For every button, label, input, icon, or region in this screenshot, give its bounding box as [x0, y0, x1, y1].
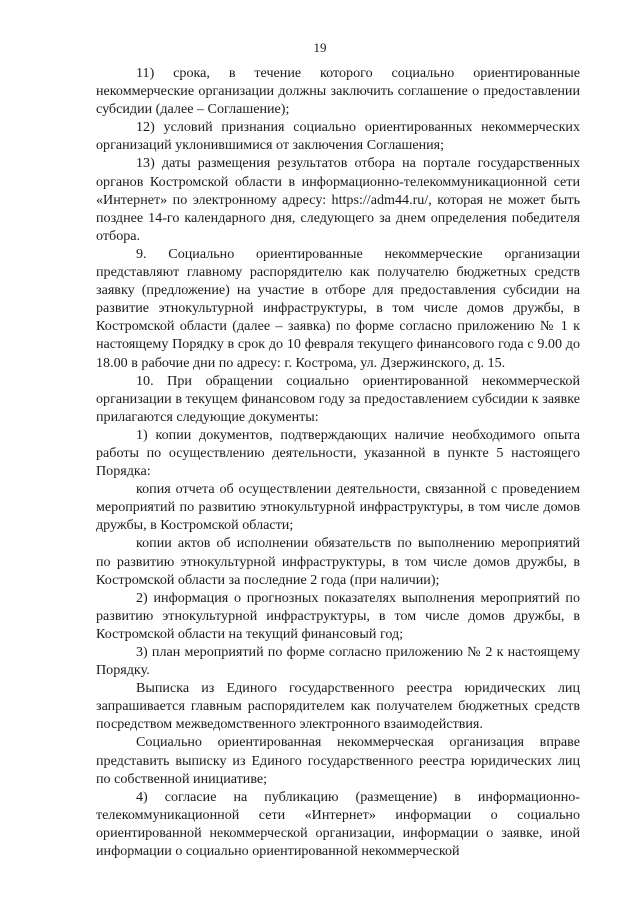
- paragraph: 3) план мероприятий по форме согласно приложению № 2 к настоящему Порядку.: [96, 644, 580, 679]
- paragraph: 2) информация о прогнозных показателях выполнения мероприятий по развитию этнокультурной инфраструктуры, в том числе домов дружбы, в Костромской области на текущий финансовый год;: [96, 589, 580, 642]
- paragraph: Выписка из Единого государственного реестра юридических лиц запрашивается главным распорядителем как получателем бюджетных средств посредством межведомственного электронного взаимодействия.: [96, 680, 580, 733]
- paragraph: 9. Социально ориентированные некоммерческие организации представляют главному распорядителю как получателю бюджетных средств заявку (предложение) на участие в отборе для предоставления субсидии на развитие этнокультурной инфраструктуры, в том числе домов дружбы, в Костромской области (далее – заявка) по форме согласно приложению № 1 к настоящему Порядку в срок до 10 февраля текущего финансового года с 9.00 до 18.00 в рабочие дни по адресу: г. Кострома, ул. Дзержинского, д. 15.: [96, 245, 580, 371]
- paragraph: Социально ориентированная некоммерческая организация вправе представить выписку из Единого государственного реестра юридических лиц по собственной инициативе;: [96, 734, 580, 787]
- paragraph: 11) срока, в течение которого социально ориентированные некоммерческие организации должны заключить соглашение о предоставлении субсидии (далее – Соглашение);: [96, 65, 580, 118]
- document-body: [96, 64, 580, 860]
- paragraph: 1) копии документов, подтверждающих наличие необходимого опыта работы по осуществлению деятельности, указанной в пункте 5 настоящего Порядка:: [96, 426, 580, 480]
- paragraph: 12) условий признания социально ориентированных некоммерческих организаций уклонившимися от заключения Соглашения;: [96, 119, 580, 154]
- paragraph: 13) даты размещения результатов отбора на портале государственных органов Костромской области в информационно-телекоммуникационной сети «Интернет» по электронному адресу: https://adm44.ru/, которая не может быть позднее 14-го календарного дня, следующего за днем определения победителя отбора.: [96, 155, 580, 244]
- page-number: 19: [313, 40, 327, 55]
- paragraph: копия отчета об осуществлении деятельности, связанной с проведением мероприятий по развитию этнокультурной инфраструктуры, в том числе домов дружбы, в Костромской области;: [96, 481, 580, 534]
- paragraph: 10. При обращении социально ориентированной некоммерческой организации в текущем финансовом году за предоставлением субсидии к заявке прилагаются следующие документы:: [96, 372, 580, 425]
- paragraph: копии актов об исполнении обязательств по выполнению мероприятий по развитию этнокультурной инфраструктуры, в том числе домов дружбы, в Костромской области за последние 2 года (при наличии);: [96, 535, 580, 588]
- paragraph: 4) согласие на публикацию (размещение) в информационно-телекоммуникационной сети «Интернет» информации о социально ориентированной некоммерческой организации, информации о заявке, иной информации о социально ориентированной некоммерческой: [96, 788, 580, 860]
